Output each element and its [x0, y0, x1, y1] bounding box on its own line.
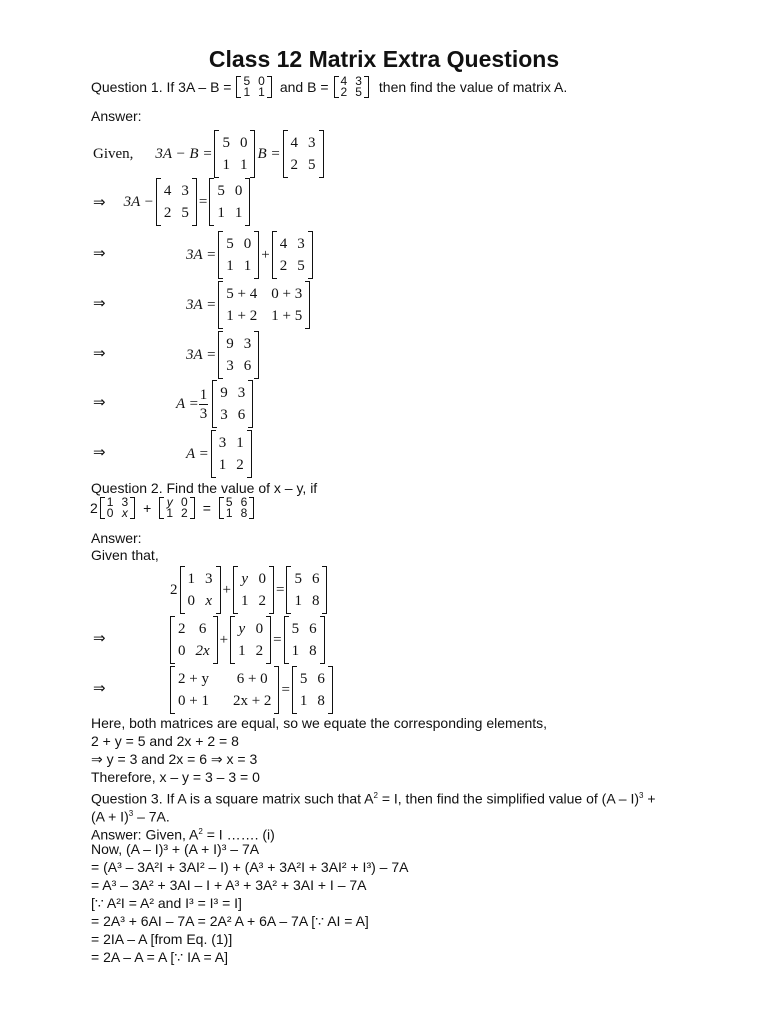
matrix-cell: 2 + y	[178, 671, 209, 687]
given-label: Given,	[93, 145, 134, 162]
matrix-cell: 5	[291, 621, 300, 637]
matrix-cell: 3	[205, 571, 213, 587]
matrix-cell: 0	[187, 593, 195, 609]
matrix-cell: 9	[220, 385, 228, 401]
q1-given-line	[93, 130, 326, 178]
q3-statement-line-1	[91, 787, 656, 808]
matrix-cell: 8	[309, 643, 317, 659]
fraction	[199, 386, 209, 423]
matrix-cell: 1	[166, 506, 174, 520]
equals-sign: =	[275, 581, 285, 598]
matrix-cell: x	[121, 506, 128, 520]
q3-line-4: Now, (A – I)³ + (A + I)³ – 7A	[91, 841, 260, 857]
q1-text-1: Question 1. If 3A – B =	[91, 79, 232, 95]
matrix-cell: 5	[222, 135, 230, 151]
equation-lhs: 3A =	[186, 346, 217, 363]
matrix-cell: 1	[106, 495, 114, 509]
q1-statement	[91, 76, 567, 98]
text: = I, then find the simplified value of (A – I)	[377, 790, 640, 807]
implies-arrow: ⇒	[93, 296, 106, 312]
matrix	[218, 331, 259, 379]
q2-line-1: Here, both matrices are equal, so we equate the corresponding elements,	[91, 715, 548, 731]
q2-step-2	[168, 666, 335, 714]
text: = I ……. (i)	[202, 826, 275, 843]
matrix-cell: 2	[178, 621, 186, 637]
matrix-cell: 1 + 2	[226, 308, 258, 324]
q3-line-6: = A³ – 3A² + 3AI – I + A³ + 3A² + 3AI + I – 7A	[91, 877, 367, 893]
fraction-denominator: 3	[199, 405, 208, 422]
equation-lhs: 3A =	[186, 246, 217, 263]
q2-step-1	[168, 616, 327, 664]
matrix	[286, 566, 327, 614]
q3-line-5: = (A³ – 3A²I + 3AI² – I) + (A³ + 3A²I + 3AI² + I³) – 7A	[91, 859, 409, 875]
matrix-cell: 5	[217, 183, 225, 199]
matrix-cell: 4	[290, 135, 299, 151]
matrix-cell: 0 + 3	[271, 286, 303, 302]
implies-arrow: ⇒	[93, 395, 106, 411]
matrix-cell: 1	[299, 693, 308, 709]
plus-sign: +	[219, 631, 229, 648]
q2-line-4: Therefore, x – y = 3 – 3 = 0	[91, 769, 260, 785]
matrix-cell: 5	[226, 236, 234, 252]
matrix	[219, 497, 254, 519]
matrix	[211, 430, 252, 478]
matrix-cell: 3	[220, 407, 228, 423]
matrix-cell: 6	[237, 407, 246, 423]
fraction-numerator: 1	[199, 386, 208, 403]
matrix-cell: 6	[243, 358, 252, 374]
matrix	[180, 566, 221, 614]
implies-arrow: ⇒	[93, 246, 106, 262]
matrix-cell: 5	[299, 671, 308, 687]
matrix	[283, 130, 324, 178]
q1-matrix-1	[236, 76, 271, 98]
matrix-cell: 2	[290, 157, 299, 173]
matrix-cell: 1	[225, 506, 233, 520]
q1-answer-label: Answer:	[91, 108, 142, 124]
text: (A + I)	[91, 808, 129, 825]
matrix-cell: 0	[243, 236, 252, 252]
matrix-cell: 6	[309, 621, 317, 637]
matrix	[170, 666, 279, 714]
matrix	[230, 616, 271, 664]
equation-lhs: 3A − B =	[155, 145, 213, 162]
superscript: 2	[373, 791, 378, 800]
equation-lhs: 3A −	[123, 193, 154, 210]
equation-lhs: A =	[176, 395, 199, 412]
matrix-cell: 0 + 1	[178, 693, 209, 709]
matrix	[159, 497, 194, 519]
q2-line-2: 2 + y = 5 and 2x + 2 = 8	[91, 733, 239, 749]
matrix	[272, 231, 313, 279]
matrix-cell: 2	[340, 85, 348, 99]
q1-step-3	[186, 281, 312, 329]
matrix-cell: 5	[355, 85, 362, 99]
matrix-cell: 0	[258, 74, 265, 88]
matrix-cell: 2	[255, 643, 264, 659]
plus-sign: +	[261, 246, 270, 263]
equals-sign: =	[273, 631, 282, 648]
q1-step-2	[186, 231, 315, 279]
matrix-cell: 2	[181, 506, 188, 520]
equals-sign: =	[198, 193, 208, 210]
matrix-cell: 8	[311, 593, 320, 609]
q2-line-3: ⇒ y = 3 and 2x = 6 ⇒ x = 3	[91, 751, 258, 767]
matrix-cell: 2	[236, 457, 244, 473]
matrix-cell: 1	[234, 205, 243, 221]
superscript: 3	[639, 791, 644, 800]
matrix-cell: 0	[258, 571, 266, 587]
coefficient: 2	[90, 500, 98, 516]
matrix-cell: 5	[181, 205, 189, 221]
matrix	[209, 178, 250, 226]
text: Question 3. If A is a square matrix such that A	[91, 790, 374, 807]
matrix-cell: 1	[243, 258, 252, 274]
matrix-cell: 2	[258, 593, 266, 609]
matrix-cell: 6 + 0	[236, 671, 268, 687]
matrix-cell: 2x	[195, 643, 210, 659]
matrix-cell: 8	[317, 693, 325, 709]
text: – 7A.	[133, 808, 170, 825]
equals-sign: =	[281, 681, 290, 698]
matrix-cell: 6	[311, 571, 320, 587]
matrix-cell: 0	[239, 135, 248, 151]
q3-line-7: [∵ A²I = A² and I³ = I³ = I]	[91, 895, 242, 911]
equation-lhs: A =	[186, 445, 209, 462]
matrix-cell: 3	[355, 74, 362, 88]
q1-text-3: then find the value of matrix A.	[378, 79, 568, 95]
matrix-cell: 5 + 4	[226, 286, 258, 302]
matrix-cell: 5	[225, 495, 233, 509]
matrix-cell: 9	[226, 336, 234, 352]
q3-line-10: = 2A – A = A [∵ IA = A]	[91, 949, 228, 965]
matrix	[100, 497, 135, 519]
matrix-cell: 6	[240, 495, 248, 509]
q1-matrix-2	[334, 76, 369, 98]
page-title: Class 12 Matrix Extra Questions	[208, 46, 560, 72]
matrix	[214, 130, 255, 178]
matrix-cell: 0	[106, 506, 114, 520]
matrix-cell: 1	[291, 643, 300, 659]
matrix-cell: x	[205, 593, 213, 609]
q2-step-0	[170, 566, 329, 614]
matrix-cell: 6	[198, 621, 207, 637]
equation-lhs: B =	[257, 145, 281, 162]
q1-step-4	[186, 331, 261, 379]
implies-arrow: ⇒	[93, 194, 106, 211]
matrix-cell: 1	[226, 258, 234, 274]
matrix-cell: 3	[243, 336, 252, 352]
matrix-cell: 5	[294, 571, 302, 587]
matrix-cell: 4	[163, 183, 172, 199]
matrix-cell: 1	[236, 435, 244, 451]
implies-arrow: ⇒	[93, 445, 106, 461]
matrix-cell: 0	[255, 621, 264, 637]
matrix-cell: 3	[297, 236, 305, 252]
plus-sign: +	[222, 581, 231, 598]
implies-arrow: ⇒	[93, 631, 106, 647]
superscript: 2	[198, 827, 203, 836]
matrix	[156, 178, 197, 226]
implies-arrow: ⇒	[93, 346, 106, 362]
matrix-cell: y	[166, 495, 173, 509]
matrix	[292, 666, 333, 714]
matrix-cell: 1	[187, 571, 195, 587]
matrix-cell: y	[238, 621, 246, 637]
matrix-cell: 3	[237, 385, 246, 401]
matrix-cell: 1	[294, 593, 302, 609]
q2-equation	[90, 497, 256, 519]
matrix-cell: 1	[240, 593, 249, 609]
matrix-cell: 0	[234, 183, 243, 199]
q2-statement: Question 2. Find the value of x – y, if	[91, 480, 318, 496]
matrix-cell: 3	[181, 183, 189, 199]
q3-line-8: = 2A³ + 6AI – 7A = 2A² A + 6A – 7A [∵ AI = A]	[91, 913, 369, 929]
matrix-cell: 1	[238, 643, 246, 659]
q2-given-label: Given that,	[91, 547, 159, 563]
q1-step-6	[186, 430, 254, 478]
superscript: 3	[128, 809, 134, 818]
q2-answer-label: Answer:	[91, 530, 142, 546]
q1-text-2: and B =	[279, 79, 329, 95]
matrix-cell: 6	[317, 671, 325, 687]
coefficient: 2	[170, 581, 178, 598]
matrix-cell: 1	[239, 157, 248, 173]
matrix-cell: 3	[121, 495, 129, 509]
matrix-cell: 5	[243, 74, 251, 88]
matrix-cell: 2	[163, 205, 172, 221]
matrix-cell: 4	[340, 74, 348, 88]
equals-sign: =	[202, 500, 211, 516]
matrix-cell: 1 + 5	[271, 308, 303, 324]
q3-line-9: = 2IA – A [from Eq. (1)]	[91, 931, 233, 947]
matrix-cell: 8	[240, 506, 248, 520]
matrix	[212, 380, 253, 428]
matrix-cell: 1	[217, 205, 225, 221]
plus-sign: +	[143, 500, 152, 516]
matrix-cell: 4	[279, 236, 288, 252]
matrix-cell: y	[241, 571, 249, 587]
matrix-cell: 1	[258, 85, 265, 99]
matrix	[170, 616, 218, 664]
matrix-cell: 3	[226, 358, 234, 374]
matrix-cell: 3	[218, 435, 227, 451]
matrix	[284, 616, 325, 664]
matrix-cell: 1	[222, 157, 230, 173]
matrix-cell: 5	[308, 157, 316, 173]
q1-step-1	[93, 178, 252, 226]
text: Answer: Given, A	[91, 826, 199, 843]
matrix-cell: 0	[178, 643, 186, 659]
matrix-cell: 3	[308, 135, 316, 151]
matrix-cell: 2x + 2	[232, 693, 272, 709]
text: +	[643, 790, 656, 807]
matrix-cell: 1	[243, 85, 251, 99]
q1-step-5	[176, 380, 255, 428]
matrix-cell: 0	[181, 495, 188, 509]
matrix-cell: 1	[218, 457, 227, 473]
matrix-cell: 5	[297, 258, 305, 274]
matrix	[218, 281, 310, 329]
matrix	[218, 231, 259, 279]
matrix	[233, 566, 274, 614]
matrix-cell: 2	[279, 258, 288, 274]
implies-arrow: ⇒	[93, 681, 106, 697]
equation-lhs: 3A =	[186, 296, 217, 313]
